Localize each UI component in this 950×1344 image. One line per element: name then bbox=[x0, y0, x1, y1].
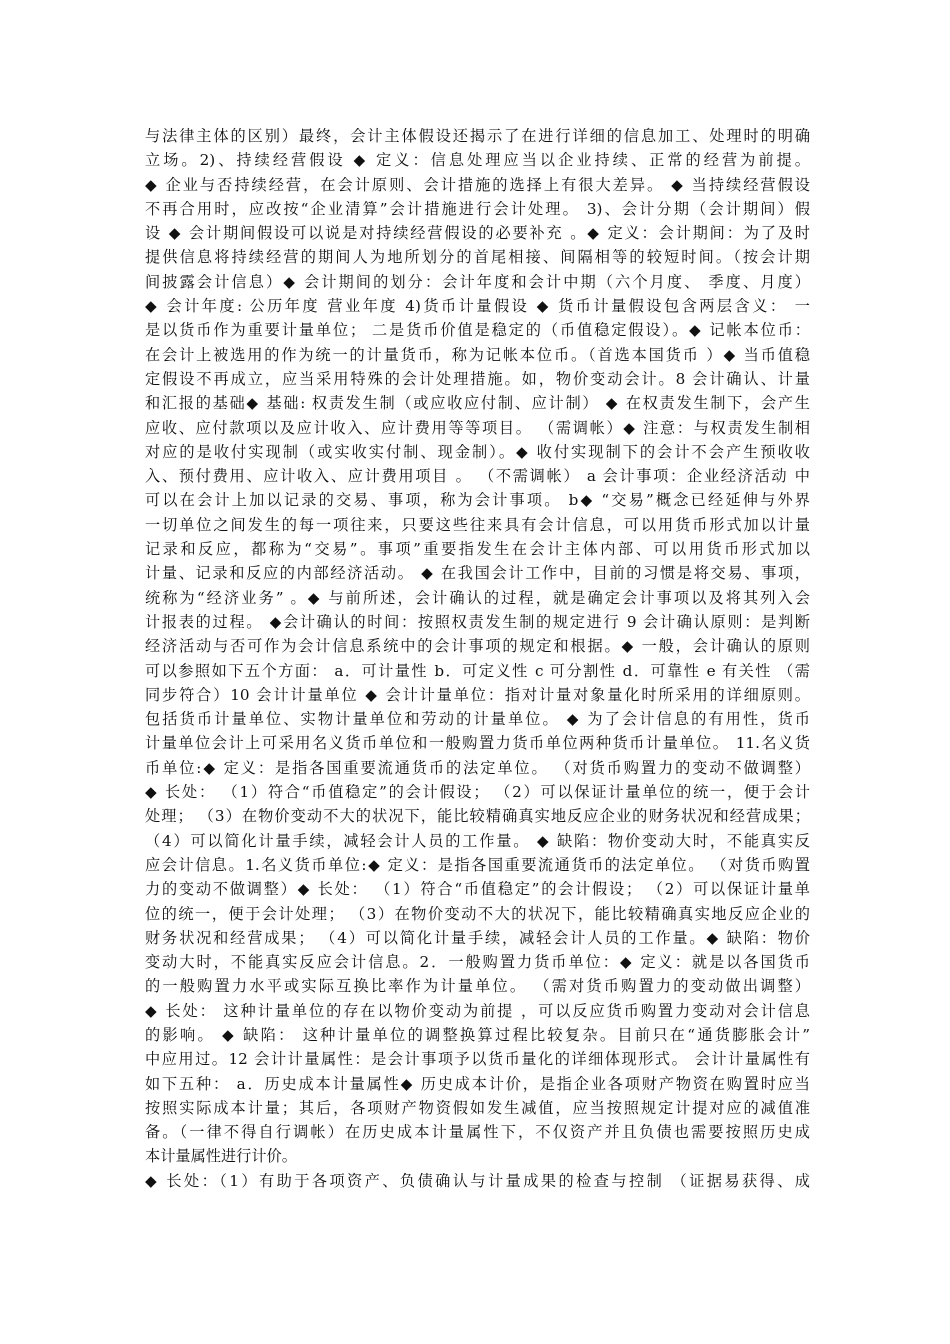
text-line: 计量单位会计上可采用名义货币单位和一般购置力货币单位两种货币计量单位。 11.名义货 bbox=[145, 734, 810, 753]
text-line: ◆ 会计年度: 公历年度 营业年度 4)货币计量假设 ◆ 货币计量假设包含两层含义： 一 bbox=[145, 297, 810, 316]
text-line: 的一般购置力水平或实际互换比率作为计量单位。 （需对货币购置力的变动做出调整） bbox=[145, 977, 810, 996]
text-line: 间披露会计信息）◆ 会计期间的划分：会计年度和会计中期（六个月度、 季度、月度） bbox=[145, 272, 810, 291]
text-line: ◆ 长处： （1）符合“币值稳定”的会计假设； （2）可以保证计量单位的统一，便于会计 bbox=[145, 783, 810, 802]
text-line: 的影响。 ◆ 缺陷： 这种计量单位的调整换算过程比较复杂。目前只在“通货膨胀会计” bbox=[145, 1025, 810, 1044]
text-line: 可以在会计上加以记录的交易、事项，称为会计事项。 b◆ “交易”概念已经延伸与外界 bbox=[145, 491, 810, 510]
text-line: 力的变动不做调整）◆ 长处： （1）符合“币值稳定”的会计假设； （2）可以保证计量单 bbox=[145, 880, 810, 899]
text-line: 记录和反应，都称为“交易”。事项”重要指发生在会计主体内部、可以用货币形式加以 bbox=[145, 540, 810, 559]
text-line: 可以参照如下五个方面： a．可计量性 b．可定义性 c 可分割性 d．可靠性 e 有关性 （需 bbox=[145, 661, 810, 680]
text-line: ◆ 长处： 这种计量单位的存在以物价变动为前提 ，可以反应货币购置力变动对会计信息 bbox=[145, 1001, 810, 1020]
text-line: 提供信息将持续经营的期间人为地所划分的首尾相接、间隔相等的较短时间。（按会计期 bbox=[145, 248, 810, 267]
document-page bbox=[145, 124, 810, 1193]
text-line: 变动大时，不能真实反应会计信息。2．一般购置力货币单位：◆ 定义：就是以各国货币 bbox=[145, 953, 810, 972]
text-line: 经济活动与否可作为会计信息系统中的会计事项的规定和根据。◆ 一般，会计确认的原则 bbox=[145, 637, 810, 656]
text-line: 对应的是收付实现制（或实收实付制、现金制）。◆ 收付实现制下的会计不会产生预收收 bbox=[145, 442, 810, 461]
text-line: 处理； （3）在物价变动不大的状况下，能比较精确真实地反应企业的财务状况和经营成果； bbox=[145, 807, 810, 826]
text-line: 立场。2)、持续经营假设 ◆ 定义：信息处理应当以企业持续、正常的经营为前提。 bbox=[145, 151, 810, 170]
text-line: 定假设不再成立，应当采用特殊的会计处理措施。如，物价变动会计。8 会计确认、计量 bbox=[145, 369, 810, 388]
text-line: 是以货币作为重要计量单位； 二是货币价值是稳定的（币值稳定假设）。◆ 记帐本位币： bbox=[145, 321, 810, 340]
text-line: 不再合用时，应改按“企业清算”会计措施进行会计处理。 3)、会计分期（会计期间）假 bbox=[145, 199, 810, 218]
text-line: 同步符合）10 会计计量单位 ◆ 会计计量单位：指对计量对象量化时所采用的详细原则。 bbox=[145, 685, 810, 704]
text-line: 财务状况和经营成果； （4）可以简化计量手续，减轻会计人员的工作量。◆ 缺陷：物价 bbox=[145, 928, 810, 947]
text-line: 按照实际成本计量；其后，各项财产物资假如发生减值，应当按照规定计提对应的减值准 bbox=[145, 1098, 810, 1117]
text-line: 备。（一律不得自行调帐）在历史成本计量属性下，不仅资产并且负债也需要按照历史成 bbox=[145, 1123, 810, 1142]
text-line: 币单位:◆ 定义：是指各国重要流通货币的法定单位。 （对货币购置力的变动不做调整） bbox=[145, 758, 810, 777]
text-line: 计量、记录和反应的内部经济活动。 ◆ 在我国会计工作中，目前的习惯是将交易、事项， bbox=[145, 564, 810, 583]
text-line: 计报表的过程。 ◆会计确认的时间：按照权责发生制的规定进行 9 会计确认原则：是判断 bbox=[145, 612, 810, 631]
text-line: ◆ 企业与否持续经营，在会计原则、会计措施的选择上有很大差异。 ◆ 当持续经营假设 bbox=[145, 175, 810, 194]
text-line: （4）可以简化计量手续，减轻会计人员的工作量。 ◆ 缺陷：物价变动大时，不能真实反 bbox=[145, 831, 810, 850]
text-line: 本计量属性进行计价。 bbox=[145, 1147, 297, 1166]
text-line: 与法律主体的区别）最终，会计主体假设还揭示了在进行详细的信息加工、处理时的明确 bbox=[145, 127, 810, 145]
text-line: 应会计信息。1.名义货币单位:◆ 定义：是指各国重要流通货币的法定单位。 （对货币购置 bbox=[145, 855, 810, 874]
text-line: 一切单位之间发生的每一项往来，只要这些往来具有会计信息，可以用货币形式加以计量 bbox=[145, 515, 810, 534]
text-line: 应收、应付款项以及应计收入、应计费用等等项目。 （需调帐）◆ 注意：与权责发生制相 bbox=[145, 418, 810, 437]
text-line: ◆ 长处：（1）有助于各项资产、负债确认与计量成果的检查与控制 （证据易获得、成 bbox=[145, 1171, 810, 1190]
text-line: 和汇报的基础◆ 基础: 权责发生制（或应收应付制、应计制） ◆ 在权责发生制下，会产生 bbox=[145, 394, 810, 413]
text-line: 包括货币计量单位、实物计量单位和劳动的计量单位。 ◆ 为了会计信息的有用性，货币 bbox=[145, 710, 810, 729]
text-line: 中应用过。12 会计计量属性：是会计事项予以货币量化的详细体现形式。 会计计量属性有 bbox=[145, 1050, 810, 1069]
text-line: 位的统一，便于会计处理； （3）在物价变动不大的状况下，能比较精确真实地反应企业的 bbox=[145, 904, 810, 923]
text-line: 统称为“经济业务” 。◆ 与前所述，会计确认的过程，就是确定会计事项以及将其列入会 bbox=[145, 588, 810, 607]
text-line: 设 ◆ 会计期间假设可以说是对持续经营假设的必要补充 。◆ 定义：会计期间：为了及时 bbox=[145, 224, 810, 243]
text-line: 如下五种： a．历史成本计量属性◆ 历史成本计价，是指企业各项财产物资在购置时应当 bbox=[145, 1074, 810, 1093]
text-line: 入、预付费用、应计收入、应计费用项目 。 （不需调帐） a 会计事项：企业经济活动 中 bbox=[145, 467, 810, 486]
text-line: 在会计上被选用的作为统一的计量货币，称为记帐本位币。（首选本国货币 ）◆ 当币值稳 bbox=[145, 345, 810, 364]
